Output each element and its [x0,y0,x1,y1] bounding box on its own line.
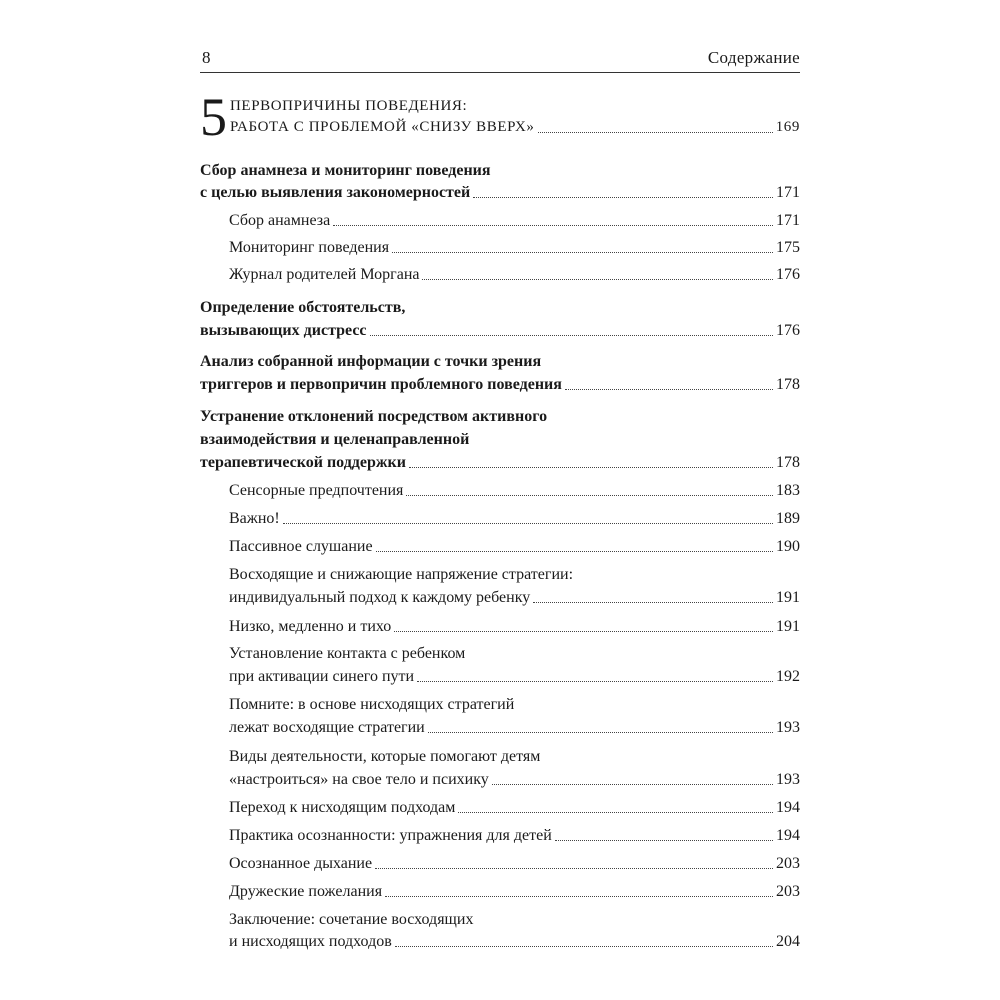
toc-entry-title: Сбор анамнеза [229,212,331,229]
toc-entry-line[interactable]: взаимодействия и целенаправленной [200,431,470,448]
toc-entry[interactable] [229,882,800,902]
toc-entry-title: триггеров и первопричин проблемного поведения [200,376,562,393]
toc-entry-page: 193 [776,719,800,736]
leader-dots [533,602,773,603]
toc-entry-page: 194 [776,799,800,816]
leader-dots [394,631,773,632]
toc-entry-title: Осознанное дыхание [229,855,373,872]
leader-dots [458,812,773,813]
chapter-title-line-1: ПЕРВОПРИЧИНЫ ПОВЕДЕНИЯ: [230,98,468,114]
toc-entry-line[interactable]: Сбор анамнеза и мониторинг поведения [200,162,491,179]
toc-entry-title: терапевтической поддержки [200,454,406,471]
leader-dots [492,784,773,785]
leader-dots [565,389,773,390]
leader-dots [555,840,773,841]
toc-entry-title: Переход к нисходящим подходам [229,799,456,816]
toc-entry-line[interactable]: Устранение отклонений посредством активного [200,408,548,425]
toc-entry-page: 178 [776,454,800,471]
toc-entry-page: 178 [776,376,800,393]
book-page [200,0,800,1000]
leader-dots [333,225,773,226]
toc-entry[interactable] [229,509,800,529]
toc-entry[interactable] [229,798,800,818]
toc-entry-page: 171 [776,212,800,229]
page-number: 8 [202,48,211,67]
leader-dots [428,732,773,733]
leader-dots [395,946,773,947]
toc-entry[interactable] [200,375,800,395]
leader-dots [422,279,773,280]
chapter-number: 5 [200,87,227,147]
toc-entry[interactable] [229,265,800,285]
toc-entry-page: 204 [776,933,800,950]
toc-entry-page: 171 [776,184,800,201]
toc-entry[interactable] [200,453,800,473]
toc-entry-title: Журнал родителей Моргана [229,266,420,283]
chapter-title-line-2: РАБОТА С ПРОБЛЕМОЙ «СНИЗУ ВВЕРХ» [230,119,535,135]
leader-dots [473,197,773,198]
toc-entry-page: 191 [776,589,800,606]
leader-dots [375,868,773,869]
chapter-title-row [230,117,800,138]
toc-entry-page: 183 [776,482,800,499]
toc-entry-page: 192 [776,668,800,685]
toc-entry-title: и нисходящих подходов [229,933,392,950]
toc-entry-title: с целью выявления закономерностей [200,184,471,201]
toc-entry-line[interactable]: Виды деятельности, которые помогают детям [229,748,541,765]
leader-dots [538,132,773,133]
running-header [200,44,800,73]
toc-entry-page: 193 [776,771,800,788]
toc-entry[interactable] [229,667,800,687]
toc-entry-title: Сенсорные предпочтения [229,482,404,499]
toc-entry-title: вызывающих дистресс [200,322,367,339]
toc-entry-title: «настроиться» на свое тело и психику [229,771,489,788]
toc-entry-page: 176 [776,322,800,339]
toc-entry[interactable] [229,826,800,846]
toc-entry-page: 190 [776,538,800,555]
leader-dots [406,495,773,496]
toc-entry-title: лежат восходящие стратегии [229,719,425,736]
running-title: Содержание [707,48,800,67]
leader-dots [409,467,773,468]
toc-entry-page: 191 [776,618,800,635]
toc-entry[interactable] [229,770,800,790]
toc-entry-title: индивидуальный подход к каждому ребенку [229,589,531,606]
toc-entry-title: Мониторинг поведения [229,239,390,256]
toc-entry-title: Дружеские пожелания [229,883,383,900]
chapter-page: 169 [775,119,800,135]
toc-entry[interactable] [229,718,800,738]
leader-dots [370,335,773,336]
toc-entry[interactable] [229,617,800,637]
toc-entry-line[interactable]: Определение обстоятельств, [200,299,406,316]
toc-entry-page: 189 [776,510,800,527]
toc-entry-line[interactable]: Анализ собранной информации с точки зрения [200,353,542,370]
toc-entry-page: 203 [776,883,800,900]
toc-entry-line[interactable]: Установление контакта с ребенком [229,645,466,662]
toc-entry[interactable] [229,588,800,608]
leader-dots [392,252,773,253]
toc-entry[interactable] [229,537,800,557]
chapter-heading[interactable] [200,87,800,147]
toc-entry-title: Практика осознанности: упражнения для детей [229,827,552,844]
leader-dots [417,681,773,682]
toc-entry-title: Пассивное слушание [229,538,373,555]
toc-entry-page: 176 [776,266,800,283]
toc-entry-line[interactable]: Помните: в основе нисходящих стратегий [229,696,515,713]
toc-entry-title: при активации синего пути [229,668,415,685]
toc-entry-page: 203 [776,855,800,872]
leader-dots [385,896,773,897]
toc-entry-title: Низко, медленно и тихо [229,618,392,635]
toc-entry-title: Важно! [229,510,280,527]
toc-entry[interactable] [200,183,800,203]
toc-entry-line[interactable]: Заключение: сочетание восходящих [229,911,474,928]
toc-entry[interactable] [229,932,800,952]
toc-entry[interactable] [229,238,800,258]
toc-entry[interactable] [229,481,800,501]
toc-entry-page: 194 [776,827,800,844]
toc-entry[interactable] [229,211,800,231]
toc-entry[interactable] [200,321,800,341]
toc-entry[interactable] [229,854,800,874]
leader-dots [283,523,773,524]
toc-entry-page: 175 [776,239,800,256]
leader-dots [376,551,773,552]
toc-entry-line[interactable]: Восходящие и снижающие напряжение стратегии: [229,566,574,583]
